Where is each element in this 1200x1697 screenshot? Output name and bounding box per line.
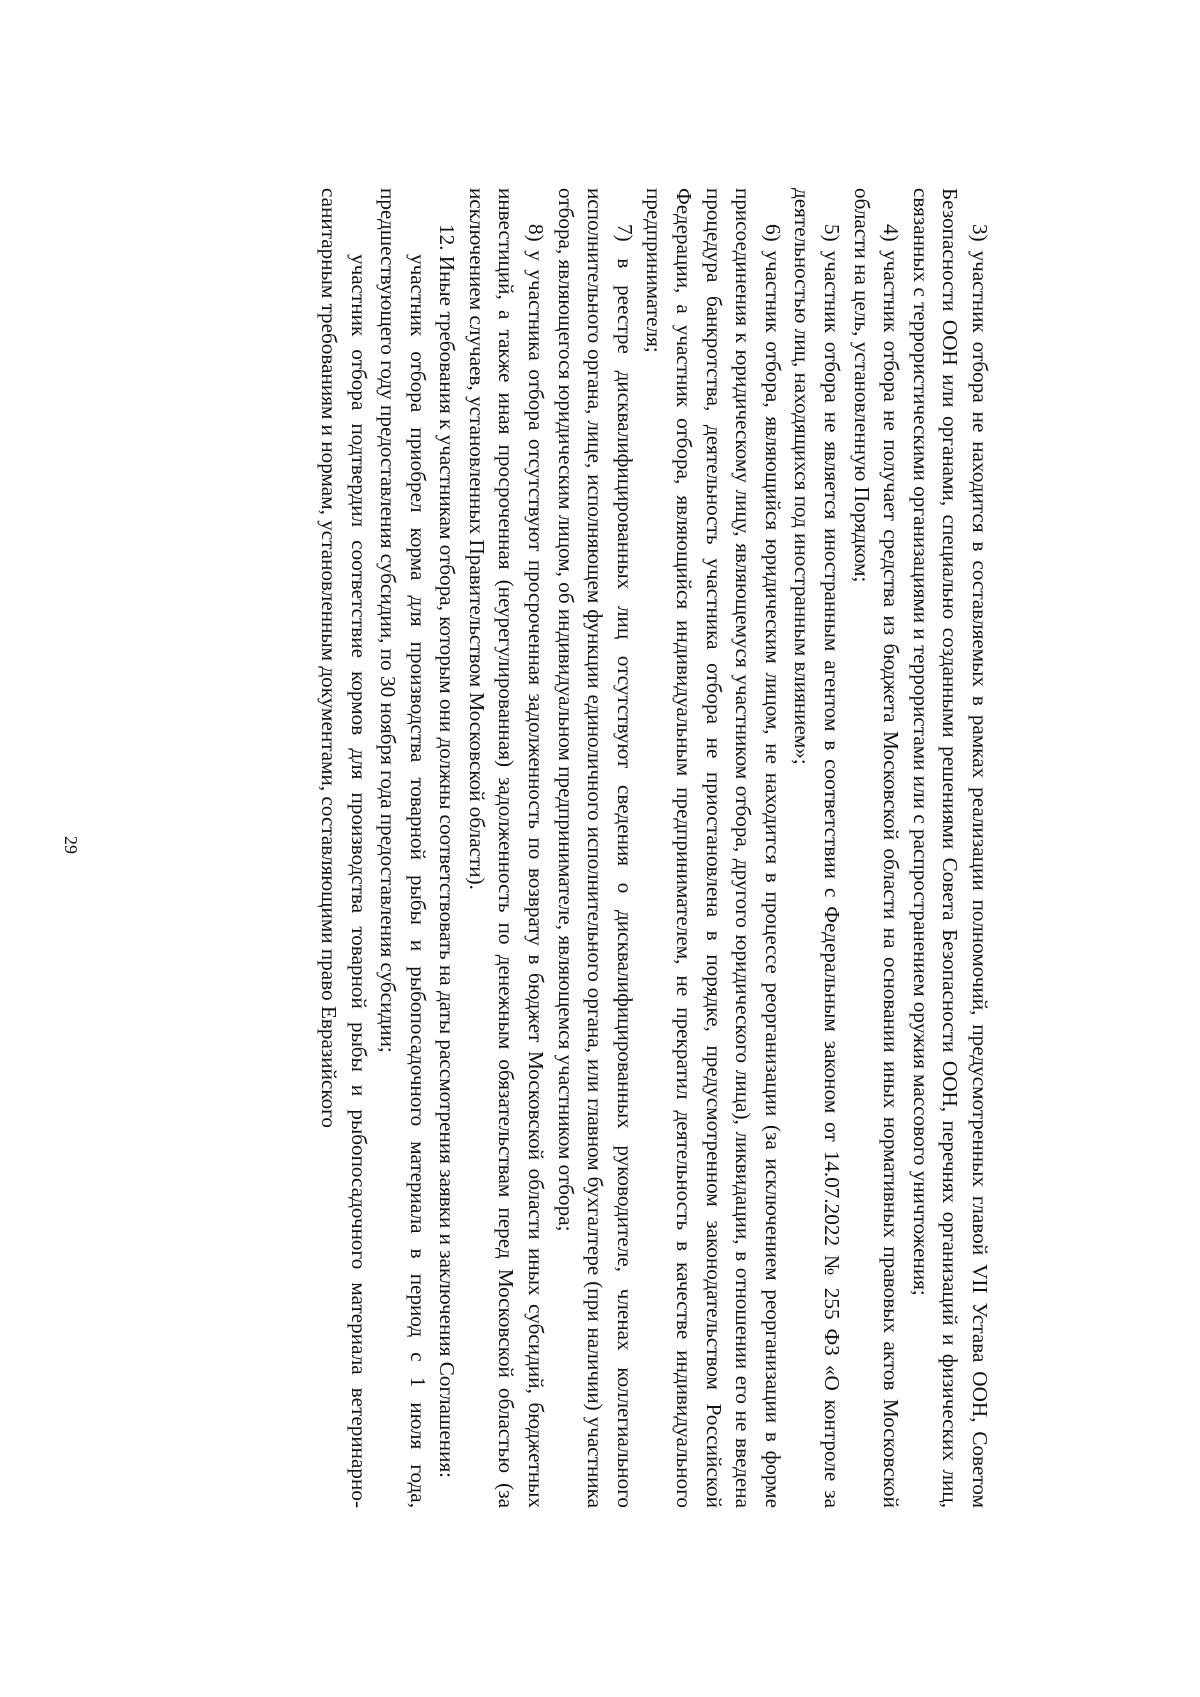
paragraph-item-4: 4) участник отбора не получает средства из бюджета Московской области на основании иных нормативных правовых актов Московской области на цель, установленную Порядком; <box>849 188 904 1508</box>
paragraph-item-8: 8) у участника отбора отсутствуют просроченная задолженность по возврату в бюджет Московской области иных субсидий, бюджетных инвестиций, а также иная просроченная (неурегулированная) задолженность по денежным обязательствам перед Московской областью (за исключением случаев, установленных Правительством Московской области). <box>464 188 549 1508</box>
paragraph-item-6: 6) участник отбора, являющийся юридическим лицом, не находится в процессе реорганизации (за исключением реорганизации в форме присоединения к юридическому лицу, являющемуся участником отбора, другого юридического лица), ликвидации, в отношении его не введена процедура банкротства, деятельность участника отбора не приостановлена в порядке, предусмотренном законодательством Российской Федерации, а участник отбора, являющийся индивидуальным предпринимателем, не прекратил деятельность в качестве индивидуального предпринимателя; <box>642 188 785 1508</box>
paragraph-section-12: 12. Иные требования к участникам отбора, которым они должны соответствовать на даты рассмотрения заявки и заключения Соглашения: <box>435 224 460 1479</box>
paragraph-item-5: 5) участник отбора не является иностранным агентом в соответствии с Федеральным законом от 14.07.2022 № 255 ФЗ «О контроле за деятельностью лиц, находящихся под иностранным влиянием»; <box>790 188 845 1508</box>
paragraph-item-7: 7) в реестре дисквалифицированных лиц отсутствуют сведения о дисквалифицированных руководителе, членах коллегиального исполнительного органа, лице, исполняющем функции единоличного исполнительного органа, или главном бухгалтере (при наличии) участника отбора, являющегося юридическим лицом, об индивидуальном предпринимателе, являющемся участником отбора; <box>553 188 637 1508</box>
document-body <box>134 188 994 1508</box>
paragraph-requirement-feed-compliance: участник отбора подтвердил соответствие кормов для производства товарной рыбы и рыбопосадочного материала ветеринарно-санитарным требованиям и нормам, установленным документами, составляющими право Евразийского <box>316 188 371 1508</box>
paragraph-requirement-feed-purchase: участник отбора приобрел корма для производства товарной рыбы и рыбопосадочного материала в период с 1 июля года, предшествующего году предоставления субсидии, по 30 ноября года предоставления субсидии; <box>376 188 430 1508</box>
page-number: 29 <box>61 836 81 854</box>
paragraph-item-3: 3) участник отбора не находится в составляемых в рамках реализации полномочий, предусмотренных главой VII Устава ООН, Советом Безопасности ООН или органами, специально созданными решениями Совета Безопасности ООН, перечнях организаций и физических лиц, связанных с террористическими организациями и террористами или с распространением оружия массового уничтожения; <box>908 188 992 1508</box>
